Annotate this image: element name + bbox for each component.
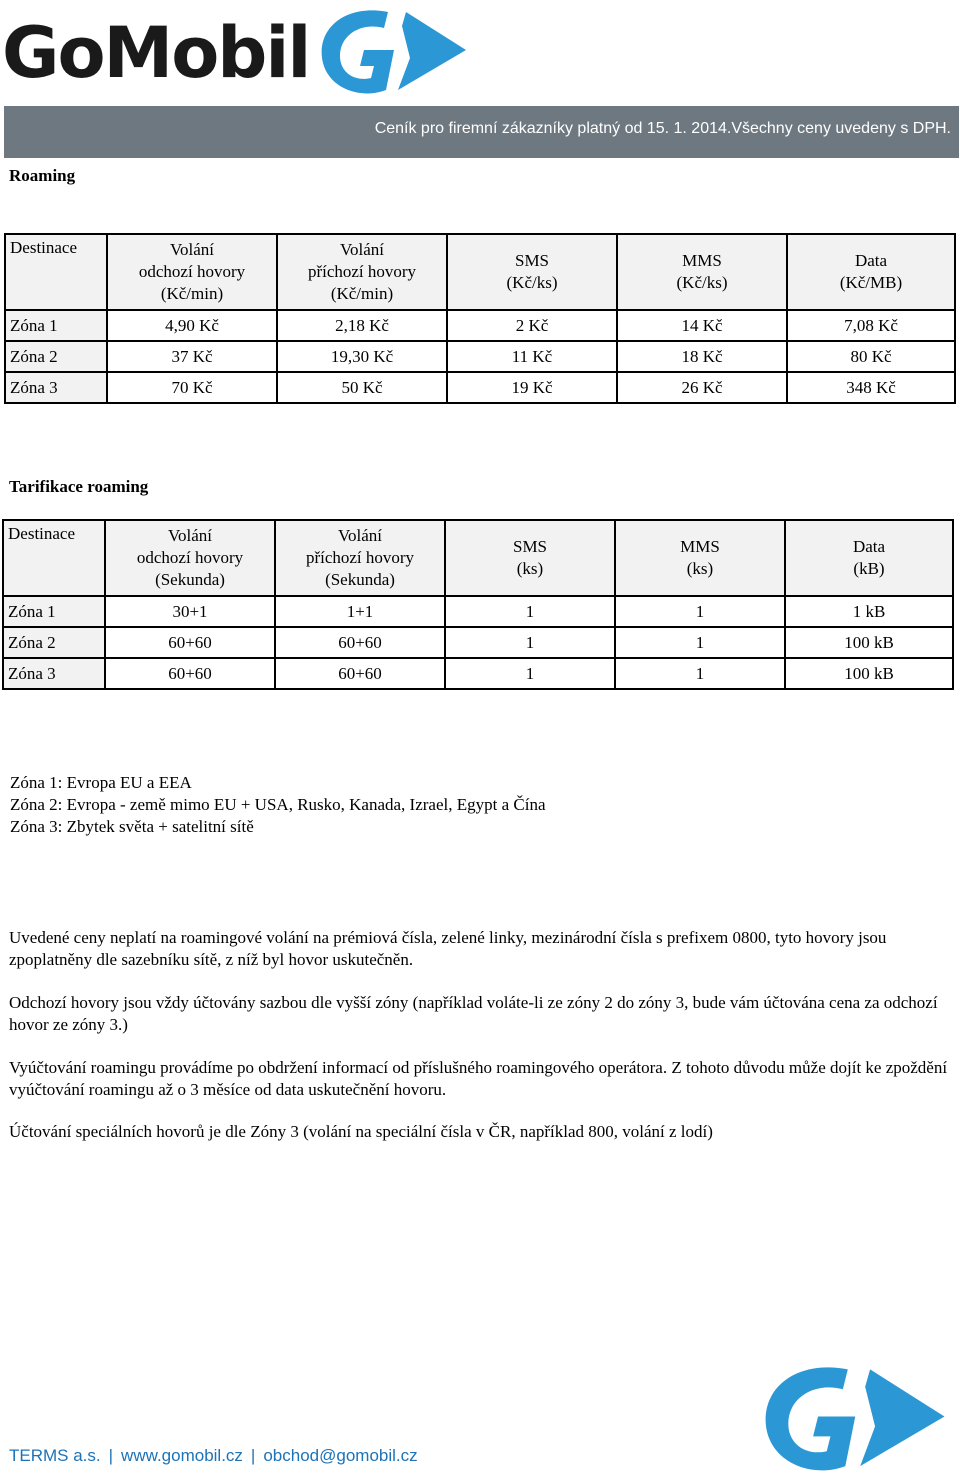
table-header-row — [5, 234, 955, 310]
note-paragraph: Odchozí hovory jsou vždy účtovány sazbou dle vyšší zóny (například voláte-li ze zóny 2 do zóny 3, bude vám účtována cena za odchozí hovor ze zóny 3.) — [9, 993, 938, 1034]
gomobil-footer-logo-icon — [756, 1362, 952, 1476]
footer-separator: | — [108, 1446, 114, 1465]
tarification-title: Tarifikace roaming — [9, 477, 149, 496]
table-cell: 348 Kč — [787, 372, 955, 403]
column-header: Data (kB) — [785, 520, 953, 596]
table-cell: Zóna 3 — [3, 658, 105, 689]
table-cell: 1 — [445, 658, 615, 689]
table-cell: 19 Kč — [447, 372, 617, 403]
table-cell: 7,08 Kč — [787, 310, 955, 341]
table-cell: 100 kB — [785, 627, 953, 658]
note-paragraph: Uvedené ceny neplatí na roamingové volání na prémiová čísla, zelené linky, mezinárodní čísla s prefixem 0800, tyto hovory jsou zpoplatněny dle sazebníku sítě, z níž byl hovor uskutečněn. — [9, 928, 887, 969]
table-cell: Zóna 2 — [5, 341, 107, 372]
column-header: Volání příchozí hovory (Kč/min) — [277, 234, 447, 310]
column-header: SMS (Kč/ks) — [447, 234, 617, 310]
column-header: Volání odchozí hovory (Kč/min) — [107, 234, 277, 310]
column-header: Destinace — [5, 234, 107, 310]
table-cell: 60+60 — [105, 658, 275, 689]
table-cell: 80 Kč — [787, 341, 955, 372]
zone-legend-item: Zóna 1: Evropa EU a EEA — [10, 773, 192, 792]
table-cell: 18 Kč — [617, 341, 787, 372]
column-header: Destinace — [3, 520, 105, 596]
table-row — [3, 627, 953, 658]
gomobil-logo-icon — [318, 6, 468, 98]
table-cell: 1 kB — [785, 596, 953, 627]
column-header: Volání příchozí hovory (Sekunda) — [275, 520, 445, 596]
note-paragraph: Vyúčtování roamingu provádíme po obdržení informací od příslušného roamingového operátora. Z tohoto důvodu může dojít ke zpoždění vyúčtování roamingu až o 3 měsíce od data uskutečnění hovoru. — [9, 1058, 948, 1099]
table-cell: 37 Kč — [107, 341, 277, 372]
header-banner — [4, 106, 959, 158]
roaming-title: Roaming — [9, 166, 76, 185]
roaming-price-table — [4, 233, 956, 404]
column-header: MMS (Kč/ks) — [617, 234, 787, 310]
column-header: MMS (ks) — [615, 520, 785, 596]
zone-legend — [10, 772, 546, 838]
column-header: Data (Kč/MB) — [787, 234, 955, 310]
column-header: SMS (ks) — [445, 520, 615, 596]
table-cell: Zóna 3 — [5, 372, 107, 403]
banner-text: Ceník pro firemní zákazníky platný od 15. 1. 2014.Všechny ceny uvedeny s DPH. — [374, 120, 951, 137]
footer-website-link[interactable]: www.gomobil.cz — [121, 1446, 243, 1465]
table-row — [5, 372, 955, 403]
logo-wordmark: GoMobil — [2, 12, 310, 94]
table-cell: 1 — [445, 596, 615, 627]
table-cell: 2 Kč — [447, 310, 617, 341]
footer-separator: | — [250, 1446, 256, 1465]
table-row — [3, 658, 953, 689]
zone-legend-item: Zóna 3: Zbytek světa + satelitní sítě — [10, 817, 254, 836]
table-cell: 60+60 — [275, 658, 445, 689]
table-cell: 1 — [615, 627, 785, 658]
footer-email-link[interactable]: obchod@gomobil.cz — [263, 1446, 418, 1465]
table-cell: 2,18 Kč — [277, 310, 447, 341]
table-row — [5, 310, 955, 341]
footer-contacts — [9, 1446, 418, 1466]
table-cell: 30+1 — [105, 596, 275, 627]
table-cell: 100 kB — [785, 658, 953, 689]
table-cell: Zóna 2 — [3, 627, 105, 658]
table-cell: 1 — [445, 627, 615, 658]
table-cell: 50 Kč — [277, 372, 447, 403]
table-cell: 1 — [615, 596, 785, 627]
column-header: Volání odchozí hovory (Sekunda) — [105, 520, 275, 596]
table-cell: 26 Kč — [617, 372, 787, 403]
table-cell: 1 — [615, 658, 785, 689]
table-cell: Zóna 1 — [3, 596, 105, 627]
table-cell: 14 Kč — [617, 310, 787, 341]
tarification-table — [2, 519, 954, 690]
zone-legend-item: Zóna 2: Evropa - země mimo EU + USA, Rusko, Kanada, Izrael, Egypt a Čína — [10, 795, 546, 814]
table-header-row — [3, 520, 953, 596]
table-cell: 60+60 — [275, 627, 445, 658]
table-cell: 60+60 — [105, 627, 275, 658]
table-cell: Zóna 1 — [5, 310, 107, 341]
table-row — [5, 341, 955, 372]
table-cell: 4,90 Kč — [107, 310, 277, 341]
table-cell: 70 Kč — [107, 372, 277, 403]
footer-company: TERMS a.s. — [9, 1446, 101, 1465]
table-cell: 19,30 Kč — [277, 341, 447, 372]
table-cell: 1+1 — [275, 596, 445, 627]
table-cell: 11 Kč — [447, 341, 617, 372]
table-row — [3, 596, 953, 627]
note-paragraph: Účtování speciálních hovorů je dle Zóny 3 (volání na speciální čísla v ČR, například 800, volání z lodí) — [9, 1122, 713, 1141]
